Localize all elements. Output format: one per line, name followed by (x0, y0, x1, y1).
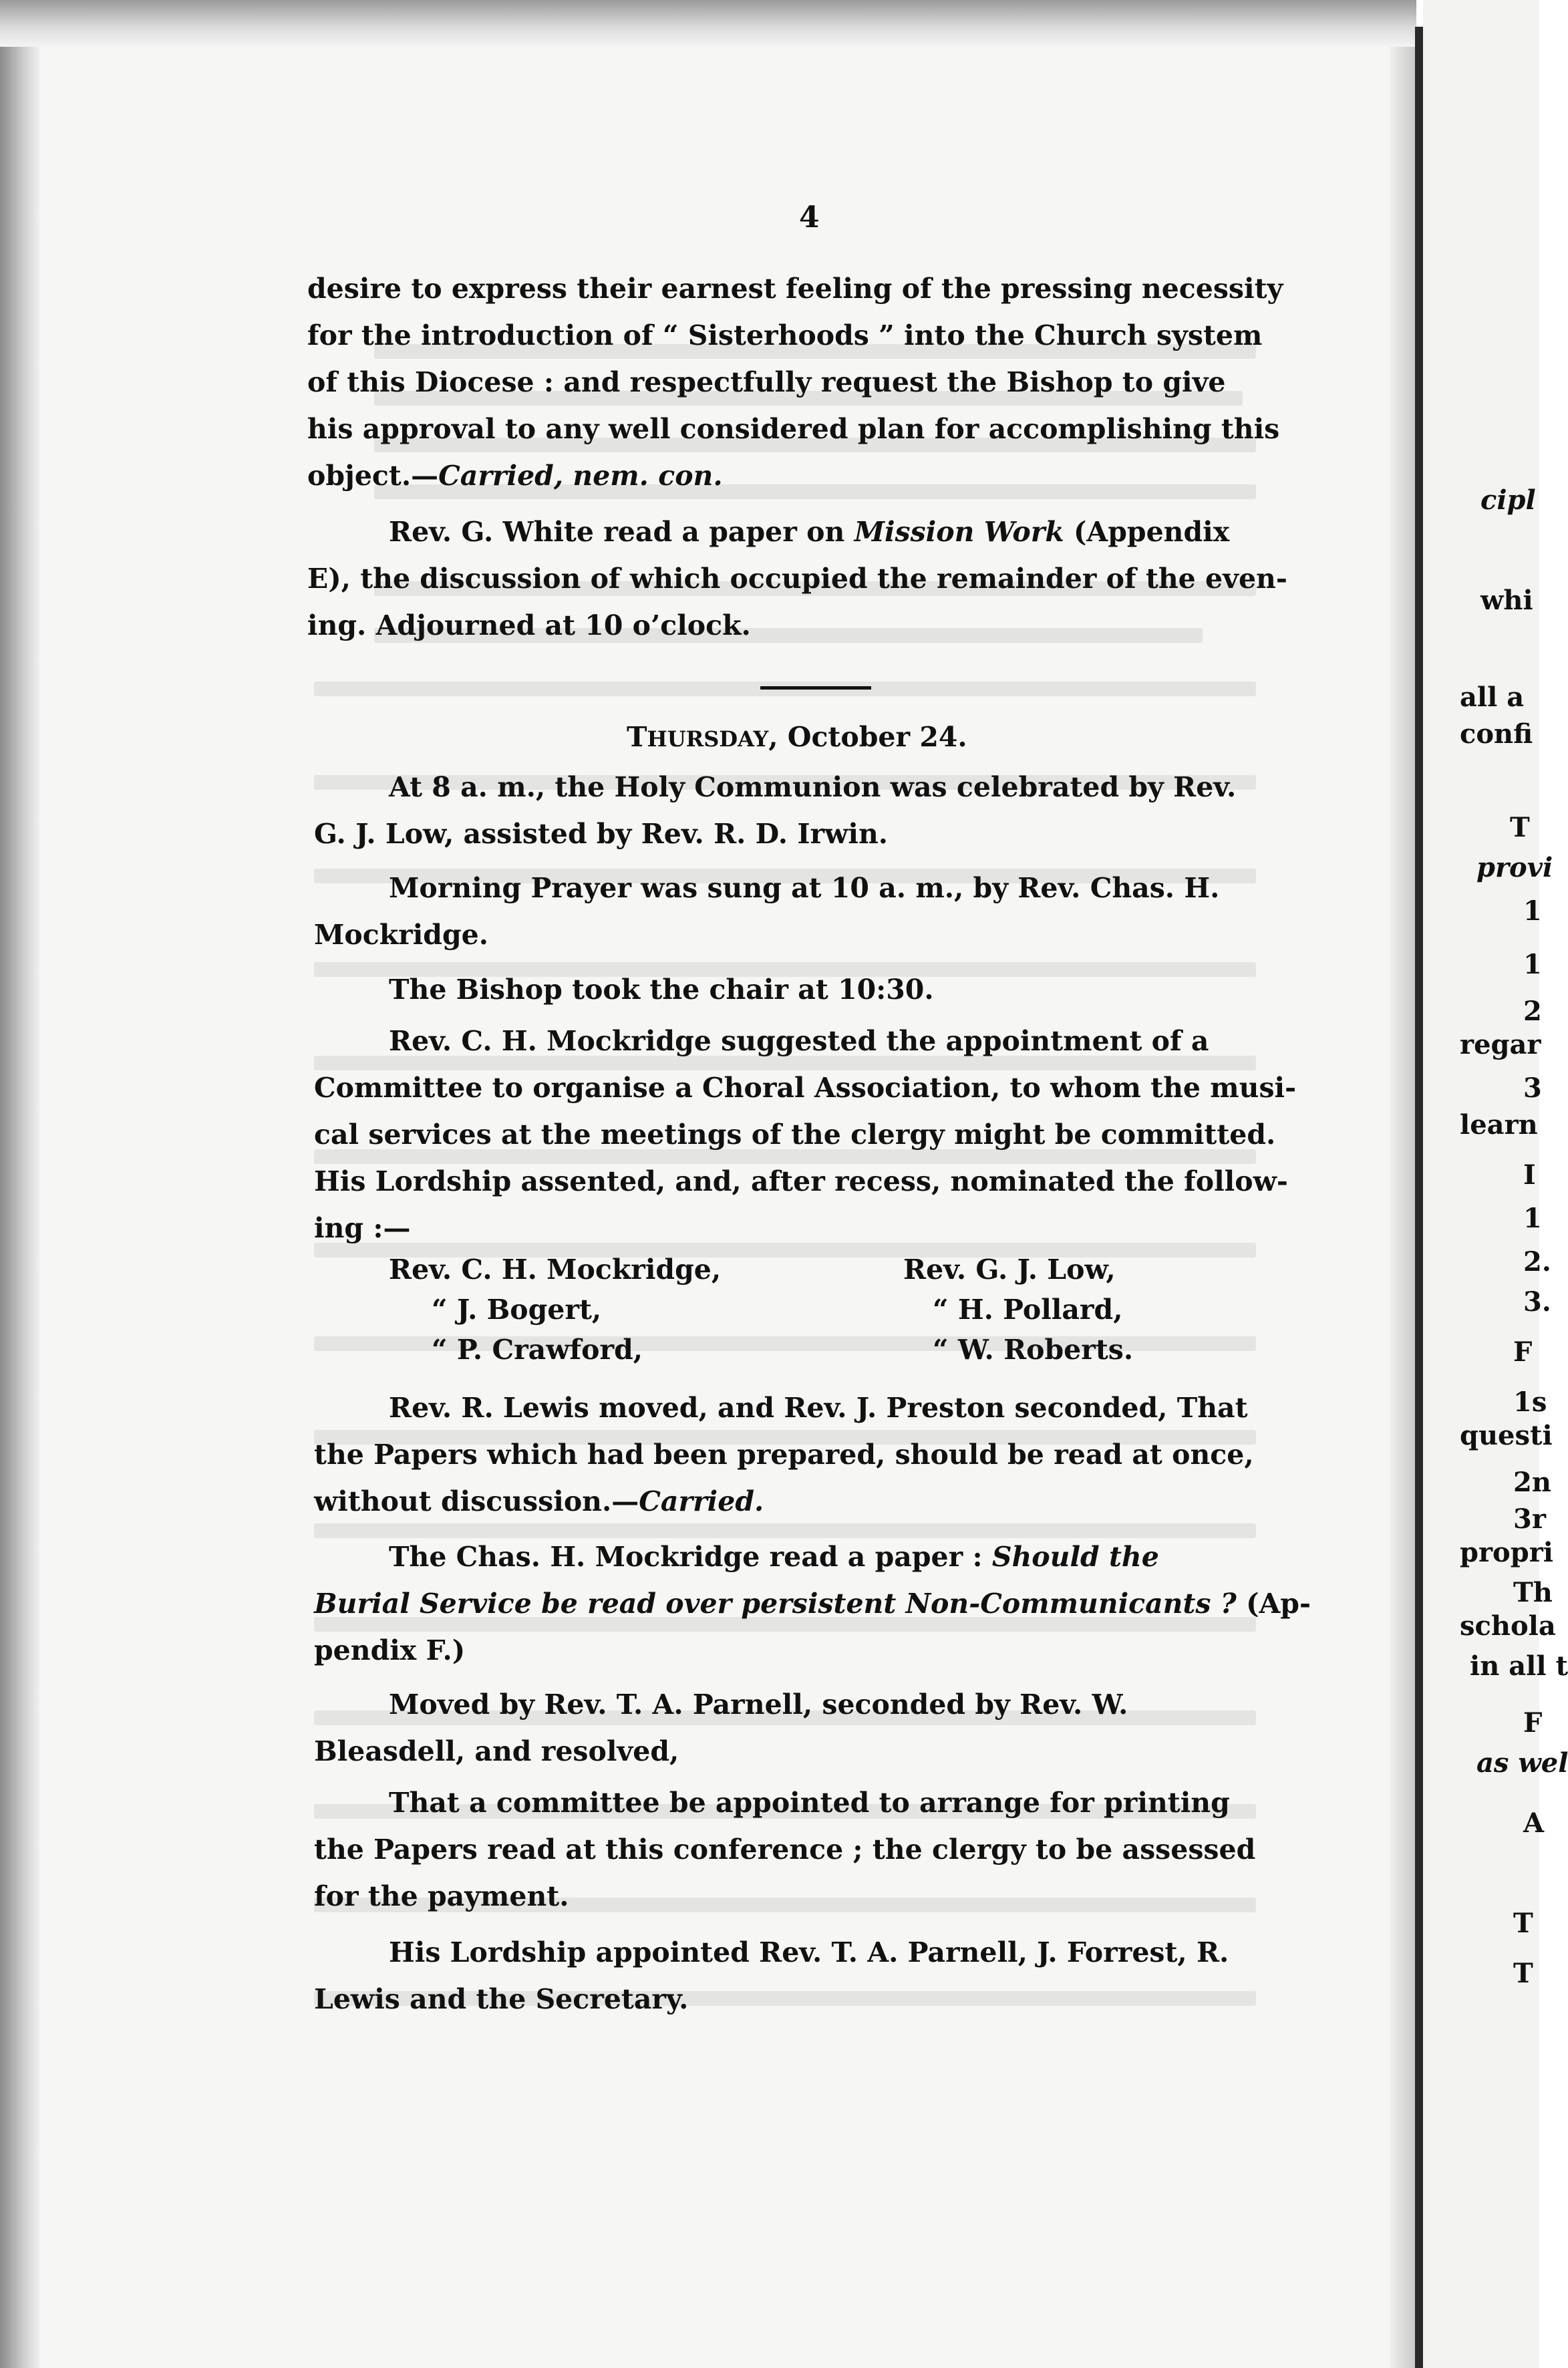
text-run: object.— (307, 460, 439, 492)
text-line: the Papers which had been prepared, should be read at once, (314, 1439, 1254, 1471)
text-line: That a committee be appointed to arrange for printing (389, 1787, 1230, 1819)
committee-member: “ J. Bogert, (432, 1294, 602, 1326)
text-line: for the payment. (314, 1880, 569, 1912)
adjacent-page-fragment: F (1523, 1707, 1543, 1739)
committee-member: “ H. Pollard, (933, 1294, 1123, 1326)
page-number: 4 (799, 200, 820, 235)
paper-title: Should the (991, 1541, 1159, 1573)
adjacent-page-fragment: schola (1460, 1610, 1556, 1642)
adjacent-page-fragment: 1 (1523, 949, 1542, 980)
book-spine (1415, 27, 1423, 2368)
carried-note: Carried. (639, 1485, 764, 1517)
adjacent-page-fragment: I (1523, 1159, 1536, 1191)
text-line: desire to express their earnest feeling of the pressing necessity (307, 273, 1283, 305)
adjacent-page-fragment: 3r (1513, 1503, 1546, 1535)
adjacent-page-fragment: in all t (1470, 1650, 1568, 1682)
adjacent-page-fragment: A (1523, 1807, 1545, 1839)
adjacent-page-fragment: 3. (1523, 1286, 1551, 1318)
adjacent-page-fragment: 2. (1523, 1246, 1551, 1278)
text-line: Bleasdell, and resolved, (314, 1735, 679, 1767)
adjacent-page-fragment: propri (1460, 1537, 1553, 1568)
adjacent-page-fragment: all a (1460, 682, 1525, 713)
text-line: the Papers read at this conference ; the clergy to be assessed (314, 1833, 1256, 1866)
text-line: His Lordship appointed Rev. T. A. Parnell, J. Forrest, R. (389, 1936, 1229, 1968)
text-line: ing :— (314, 1212, 411, 1244)
paper-title: Mission Work (854, 516, 1064, 548)
text-run: (Appendix (1064, 516, 1230, 548)
adjacent-page-fragment: Th (1513, 1577, 1553, 1608)
text-line: pendix F.) (314, 1634, 466, 1666)
text-run: Rev. G. White read a paper on (389, 516, 854, 548)
heading-small-caps: HURSDAY (647, 726, 769, 752)
text-line: Lewis and the Secretary. (314, 1983, 689, 2015)
committee-member: “ P. Crawford, (432, 1334, 643, 1366)
text-line: Committee to organise a Choral Association, to whom the musi- (314, 1072, 1297, 1104)
committee-member: Rev. G. J. Low, (903, 1253, 1116, 1286)
text-line: E), the discussion of which occupied the remainder of the even- (307, 563, 1287, 595)
text-line (389, 1543, 1159, 1571)
scan-left-shadow (0, 0, 40, 2368)
text-line: At 8 a. m., the Holy Communion was celebrated by Rev. (389, 771, 1237, 803)
adjacent-page-fragment: 2n (1513, 1467, 1551, 1498)
text-line: Rev. R. Lewis moved, and Rev. J. Preston seconded, That (389, 1392, 1248, 1424)
text-line: Morning Prayer was sung at 10 a. m., by Rev. Chas. H. (389, 872, 1220, 904)
adjacent-page-fragment: F (1513, 1336, 1533, 1368)
adjacent-page-fragment: T (1513, 1908, 1533, 1939)
adjacent-page-fragment: confi (1460, 718, 1533, 750)
text-line: of this Diocese : and respectfully request the Bishop to give (307, 366, 1226, 398)
heading-initial: T (627, 721, 647, 753)
adjacent-page-fragment: provi (1476, 852, 1553, 883)
scan-top-shadow (0, 0, 1416, 47)
adjacent-page-fragment: 3 (1523, 1072, 1542, 1104)
adjacent-page-fragment: 1s (1513, 1386, 1547, 1418)
committee-member: “ W. Roberts. (933, 1334, 1134, 1366)
adjacent-page-fragment: 1 (1523, 895, 1542, 927)
adjacent-page-fragment: regar (1460, 1029, 1541, 1060)
adjacent-page-fragment: 1 (1523, 1203, 1542, 1234)
adjacent-page-fragment: whi (1480, 585, 1533, 616)
text-run: without discussion.— (314, 1485, 639, 1517)
section-divider (760, 686, 871, 690)
adjacent-page-fragments (1423, 0, 1568, 2368)
text-line: for the introduction of “ Sisterhoods ” into the Church system (307, 319, 1263, 351)
adjacent-page-fragment: learn (1460, 1109, 1538, 1141)
text-line (389, 516, 1230, 548)
adjacent-page-fragment: questi (1460, 1420, 1553, 1451)
text-line: G. J. Low, assisted by Rev. R. D. Irwin. (314, 818, 889, 850)
text-run: (Ap- (1236, 1588, 1311, 1620)
text-line (314, 1590, 1311, 1618)
text-line: His Lordship assented, and, after recess, nominated the follow- (314, 1165, 1288, 1197)
heading-date: , October 24. (768, 721, 967, 753)
page-right-edge (1390, 47, 1416, 2368)
adjacent-page-fragment: T (1513, 1958, 1533, 1989)
committee-member: Rev. C. H. Mockridge, (389, 1253, 722, 1286)
section-heading (627, 721, 967, 753)
adjacent-page-fragment: T (1510, 812, 1530, 843)
text-line: cal services at the meetings of the clergy might be committed. (314, 1119, 1276, 1151)
text-line: his approval to any well considered plan for accomplishing this (307, 413, 1280, 445)
adjacent-page-fragment: 2 (1523, 996, 1542, 1027)
text-line: Rev. C. H. Mockridge suggested the appointment of a (389, 1025, 1209, 1057)
paper-title: Burial Service be read over persistent Non-Communicants ? (314, 1588, 1237, 1620)
carried-note: Carried, nem. con. (438, 460, 723, 492)
text-line: Mockridge. (314, 919, 488, 951)
text-line: ing. Adjourned at 10 o’clock. (307, 609, 751, 641)
adjacent-page-fragment: cipl (1480, 484, 1536, 516)
text-line (314, 1485, 764, 1517)
text-run: The Chas. H. Mockridge read a paper : (389, 1541, 992, 1573)
text-line: Moved by Rev. T. A. Parnell, seconded by Rev. W. (389, 1688, 1128, 1721)
adjacent-page-fragment: as wel (1476, 1747, 1568, 1779)
text-line (307, 462, 723, 490)
text-line: The Bishop took the chair at 10:30. (389, 974, 934, 1006)
